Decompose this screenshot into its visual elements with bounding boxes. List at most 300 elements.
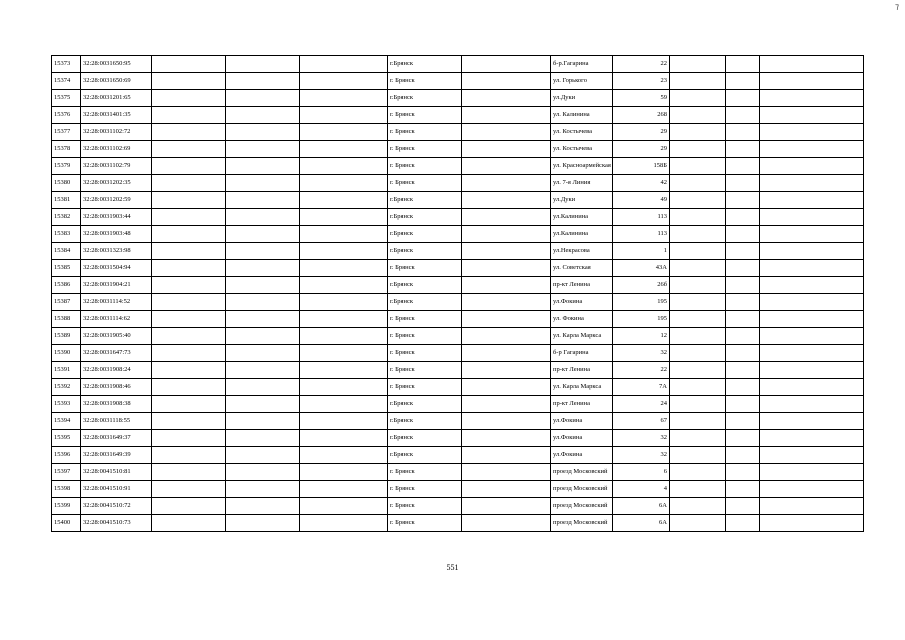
empty-cell <box>760 328 864 345</box>
empty-cell <box>152 498 226 515</box>
empty-cell <box>726 175 760 192</box>
empty-cell <box>462 328 551 345</box>
empty-cell <box>726 158 760 175</box>
empty-cell <box>300 396 388 413</box>
table-row <box>52 498 864 515</box>
city-cell: г.Брянск <box>388 226 462 243</box>
empty-cell <box>726 141 760 158</box>
street-cell: проезд Московский <box>551 498 613 515</box>
empty-cell <box>726 243 760 260</box>
empty-cell <box>226 124 300 141</box>
street-cell: ул. Горького <box>551 73 613 90</box>
house-number-cell: 32 <box>613 345 670 362</box>
empty-cell <box>760 158 864 175</box>
cadastral-number-cell: 32:28:0031114:52 <box>81 294 152 311</box>
empty-cell <box>152 124 226 141</box>
street-cell: пр-кт Ленина <box>551 362 613 379</box>
city-cell: г.Брянск <box>388 396 462 413</box>
empty-cell <box>462 260 551 277</box>
street-cell: пр-кт Ленина <box>551 396 613 413</box>
street-cell: ул. Карла Маркса <box>551 379 613 396</box>
empty-cell <box>670 73 726 90</box>
street-cell: проезд Московский <box>551 464 613 481</box>
empty-cell <box>670 396 726 413</box>
city-cell: г.Брянск <box>388 294 462 311</box>
cadastral-number-cell: 32:28:0031102:79 <box>81 158 152 175</box>
empty-cell <box>152 294 226 311</box>
empty-cell <box>760 107 864 124</box>
empty-cell <box>152 158 226 175</box>
empty-cell <box>300 430 388 447</box>
empty-cell <box>462 311 551 328</box>
empty-cell <box>726 277 760 294</box>
empty-cell <box>226 226 300 243</box>
empty-cell <box>300 345 388 362</box>
row-number-cell: 15382 <box>52 209 81 226</box>
empty-cell <box>152 328 226 345</box>
empty-cell <box>726 430 760 447</box>
street-cell: б-р Гагарина <box>551 345 613 362</box>
empty-cell <box>670 277 726 294</box>
street-cell: ул.Калинина <box>551 226 613 243</box>
city-cell: г.Брянск <box>388 90 462 107</box>
empty-cell <box>300 73 388 90</box>
empty-cell <box>300 192 388 209</box>
empty-cell <box>760 209 864 226</box>
empty-cell <box>226 158 300 175</box>
register-table <box>51 55 864 532</box>
empty-cell <box>462 396 551 413</box>
empty-cell <box>760 124 864 141</box>
row-number-cell: 15397 <box>52 464 81 481</box>
empty-cell <box>760 430 864 447</box>
empty-cell <box>300 294 388 311</box>
empty-cell <box>726 345 760 362</box>
empty-cell <box>300 260 388 277</box>
street-cell: ул. Карла Маркса <box>551 328 613 345</box>
empty-cell <box>670 226 726 243</box>
city-cell: г.Брянск <box>388 192 462 209</box>
empty-cell <box>670 90 726 107</box>
table-row <box>52 175 864 192</box>
empty-cell <box>462 56 551 73</box>
city-cell: г. Брянск <box>388 498 462 515</box>
empty-cell <box>726 481 760 498</box>
cadastral-number-cell: 32:28:0041510:81 <box>81 464 152 481</box>
city-cell: г. Брянск <box>388 362 462 379</box>
empty-cell <box>760 379 864 396</box>
table-row <box>52 90 864 107</box>
empty-cell <box>760 396 864 413</box>
street-cell: ул. Фокина <box>551 311 613 328</box>
empty-cell <box>462 362 551 379</box>
table-row <box>52 396 864 413</box>
table-row <box>52 481 864 498</box>
house-number-cell: 22 <box>613 56 670 73</box>
street-cell: ул.Фокина <box>551 294 613 311</box>
street-cell: ул. 7-я Линия <box>551 175 613 192</box>
empty-cell <box>462 192 551 209</box>
empty-cell <box>226 107 300 124</box>
house-number-cell: 195 <box>613 311 670 328</box>
empty-cell <box>300 362 388 379</box>
empty-cell <box>726 294 760 311</box>
street-cell: ул. Костычева <box>551 124 613 141</box>
empty-cell <box>670 56 726 73</box>
empty-cell <box>226 481 300 498</box>
empty-cell <box>462 73 551 90</box>
row-number-cell: 15386 <box>52 277 81 294</box>
empty-cell <box>152 379 226 396</box>
empty-cell <box>670 209 726 226</box>
empty-cell <box>300 379 388 396</box>
table-row <box>52 379 864 396</box>
empty-cell <box>760 447 864 464</box>
cadastral-number-cell: 32:28:0031202:35 <box>81 175 152 192</box>
empty-cell <box>760 277 864 294</box>
empty-cell <box>462 90 551 107</box>
empty-cell <box>760 481 864 498</box>
row-number-cell: 15396 <box>52 447 81 464</box>
table-row <box>52 413 864 430</box>
table-row <box>52 107 864 124</box>
empty-cell <box>152 277 226 294</box>
empty-cell <box>670 192 726 209</box>
street-cell: б-р.Гагарина <box>551 56 613 73</box>
page-number: 551 <box>446 563 459 572</box>
cadastral-number-cell: 32:28:0031102:69 <box>81 141 152 158</box>
empty-cell <box>670 124 726 141</box>
house-number-cell: 6 <box>613 464 670 481</box>
row-number-cell: 15376 <box>52 107 81 124</box>
empty-cell <box>152 447 226 464</box>
row-number-cell: 15380 <box>52 175 81 192</box>
empty-cell <box>462 243 551 260</box>
empty-cell <box>226 345 300 362</box>
cadastral-number-cell: 32:28:0041510:73 <box>81 515 152 532</box>
empty-cell <box>670 141 726 158</box>
street-cell: проезд Московский <box>551 515 613 532</box>
house-number-cell: 23 <box>613 73 670 90</box>
house-number-cell: 29 <box>613 124 670 141</box>
empty-cell <box>462 498 551 515</box>
house-number-cell: 113 <box>613 209 670 226</box>
empty-cell <box>462 209 551 226</box>
empty-cell <box>670 362 726 379</box>
table-row <box>52 362 864 379</box>
empty-cell <box>462 464 551 481</box>
empty-cell <box>152 430 226 447</box>
empty-cell <box>226 175 300 192</box>
empty-cell <box>226 362 300 379</box>
street-cell: ул.Дуки <box>551 192 613 209</box>
empty-cell <box>152 73 226 90</box>
empty-cell <box>226 311 300 328</box>
table-row <box>52 447 864 464</box>
empty-cell <box>670 260 726 277</box>
street-cell: ул. Костычева <box>551 141 613 158</box>
empty-cell <box>300 413 388 430</box>
table-row <box>52 294 864 311</box>
empty-cell <box>226 464 300 481</box>
city-cell: г. Брянск <box>388 481 462 498</box>
cadastral-number-cell: 32:28:0031647:73 <box>81 345 152 362</box>
house-number-cell: 12 <box>613 328 670 345</box>
empty-cell <box>152 192 226 209</box>
empty-cell <box>726 379 760 396</box>
city-cell: г.Брянск <box>388 430 462 447</box>
empty-cell <box>670 107 726 124</box>
city-cell: г. Брянск <box>388 141 462 158</box>
city-cell: г.Брянск <box>388 447 462 464</box>
street-cell: проезд Московский <box>551 481 613 498</box>
empty-cell <box>670 158 726 175</box>
city-cell: г.Брянск <box>388 277 462 294</box>
city-cell: г.Брянск <box>388 243 462 260</box>
city-cell: г. Брянск <box>388 328 462 345</box>
empty-cell <box>152 311 226 328</box>
empty-cell <box>300 277 388 294</box>
empty-cell <box>726 192 760 209</box>
cadastral-number-cell: 32:28:0031323:98 <box>81 243 152 260</box>
street-cell: ул.Дуки <box>551 90 613 107</box>
table-row <box>52 430 864 447</box>
house-number-cell: 4 <box>613 481 670 498</box>
city-cell: г. Брянск <box>388 464 462 481</box>
row-number-cell: 15387 <box>52 294 81 311</box>
street-cell: ул.Фокина <box>551 447 613 464</box>
empty-cell <box>226 209 300 226</box>
house-number-cell: 32 <box>613 447 670 464</box>
empty-cell <box>726 73 760 90</box>
house-number-cell: 24 <box>613 396 670 413</box>
empty-cell <box>300 141 388 158</box>
empty-cell <box>300 498 388 515</box>
city-cell: г. Брянск <box>388 124 462 141</box>
empty-cell <box>300 56 388 73</box>
row-number-cell: 15383 <box>52 226 81 243</box>
empty-cell <box>226 73 300 90</box>
table-row <box>52 141 864 158</box>
house-number-cell: 59 <box>613 90 670 107</box>
empty-cell <box>760 56 864 73</box>
empty-cell <box>760 73 864 90</box>
empty-cell <box>726 260 760 277</box>
row-number-cell: 15390 <box>52 345 81 362</box>
city-cell: г. Брянск <box>388 107 462 124</box>
row-number-cell: 15392 <box>52 379 81 396</box>
empty-cell <box>300 175 388 192</box>
street-cell: ул.Некрасова <box>551 243 613 260</box>
street-cell: ул. Калинина <box>551 107 613 124</box>
empty-cell <box>226 192 300 209</box>
empty-cell <box>226 447 300 464</box>
street-cell: ул.Калинина <box>551 209 613 226</box>
city-cell: г.Брянск <box>388 209 462 226</box>
row-number-cell: 15395 <box>52 430 81 447</box>
empty-cell <box>226 498 300 515</box>
empty-cell <box>726 464 760 481</box>
city-cell: г. Брянск <box>388 379 462 396</box>
empty-cell <box>670 294 726 311</box>
empty-cell <box>300 328 388 345</box>
empty-cell <box>300 90 388 107</box>
empty-cell <box>462 277 551 294</box>
empty-cell <box>670 498 726 515</box>
cadastral-number-cell: 32:28:0031649:39 <box>81 447 152 464</box>
row-number-cell: 15385 <box>52 260 81 277</box>
city-cell: г. Брянск <box>388 158 462 175</box>
empty-cell <box>462 430 551 447</box>
house-number-cell: 22 <box>613 362 670 379</box>
table-row <box>52 328 864 345</box>
empty-cell <box>760 345 864 362</box>
empty-cell <box>462 175 551 192</box>
house-number-cell: 49 <box>613 192 670 209</box>
empty-cell <box>760 243 864 260</box>
empty-cell <box>300 209 388 226</box>
empty-cell <box>670 311 726 328</box>
row-number-cell: 15375 <box>52 90 81 107</box>
house-number-cell: 29 <box>613 141 670 158</box>
empty-cell <box>152 56 226 73</box>
empty-cell <box>726 226 760 243</box>
street-cell: ул.Фокина <box>551 413 613 430</box>
empty-cell <box>726 447 760 464</box>
row-number-cell: 15374 <box>52 73 81 90</box>
cadastral-number-cell: 32:28:0031650:69 <box>81 73 152 90</box>
empty-cell <box>152 481 226 498</box>
house-number-cell: 67 <box>613 413 670 430</box>
empty-cell <box>152 464 226 481</box>
cadastral-number-cell: 32:28:0031102:72 <box>81 124 152 141</box>
empty-cell <box>760 141 864 158</box>
cadastral-number-cell: 32:28:0031114:62 <box>81 311 152 328</box>
table-row <box>52 464 864 481</box>
row-number-cell: 15398 <box>52 481 81 498</box>
row-number-cell: 15378 <box>52 141 81 158</box>
cadastral-number-cell: 32:28:0031401:35 <box>81 107 152 124</box>
empty-cell <box>670 464 726 481</box>
table-row <box>52 124 864 141</box>
row-number-cell: 15389 <box>52 328 81 345</box>
house-number-cell: 158Б <box>613 158 670 175</box>
house-number-cell: 32 <box>613 430 670 447</box>
empty-cell <box>300 226 388 243</box>
table-row <box>52 192 864 209</box>
row-number-cell: 15373 <box>52 56 81 73</box>
empty-cell <box>726 107 760 124</box>
row-number-cell: 15388 <box>52 311 81 328</box>
empty-cell <box>300 158 388 175</box>
house-number-cell: 6А <box>613 515 670 532</box>
house-number-cell: 1 <box>613 243 670 260</box>
empty-cell <box>226 243 300 260</box>
empty-cell <box>670 481 726 498</box>
cadastral-number-cell: 32:28:0031908:24 <box>81 362 152 379</box>
empty-cell <box>726 90 760 107</box>
table-row <box>52 260 864 277</box>
cadastral-number-cell: 32:28:0031904:21 <box>81 277 152 294</box>
empty-cell <box>300 481 388 498</box>
empty-cell <box>760 226 864 243</box>
empty-cell <box>462 515 551 532</box>
city-cell: г.Брянск <box>388 56 462 73</box>
empty-cell <box>462 294 551 311</box>
empty-cell <box>462 447 551 464</box>
empty-cell <box>760 260 864 277</box>
empty-cell <box>760 311 864 328</box>
empty-cell <box>760 515 864 532</box>
table-row <box>52 311 864 328</box>
empty-cell <box>760 498 864 515</box>
cadastral-number-cell: 32:28:0031908:38 <box>81 396 152 413</box>
empty-cell <box>226 294 300 311</box>
city-cell: г. Брянск <box>388 175 462 192</box>
empty-cell <box>760 175 864 192</box>
empty-cell <box>760 413 864 430</box>
empty-cell <box>462 413 551 430</box>
register-table-body <box>52 56 864 532</box>
table-row <box>52 277 864 294</box>
house-number-cell: 43А <box>613 260 670 277</box>
city-cell: г. Брянск <box>388 515 462 532</box>
empty-cell <box>462 481 551 498</box>
empty-cell <box>760 294 864 311</box>
street-cell: ул. Советская <box>551 260 613 277</box>
cadastral-number-cell: 32:28:0031202:59 <box>81 192 152 209</box>
house-number-cell: 195 <box>613 294 670 311</box>
city-cell: г. Брянск <box>388 311 462 328</box>
empty-cell <box>226 515 300 532</box>
house-number-cell: 7А <box>613 379 670 396</box>
empty-cell <box>726 515 760 532</box>
empty-cell <box>726 209 760 226</box>
city-cell: г. Брянск <box>388 345 462 362</box>
empty-cell <box>152 90 226 107</box>
empty-cell <box>226 141 300 158</box>
empty-cell <box>226 277 300 294</box>
row-number-cell: 15394 <box>52 413 81 430</box>
table-row <box>52 209 864 226</box>
empty-cell <box>462 226 551 243</box>
cadastral-number-cell: 32:28:0031201:65 <box>81 90 152 107</box>
empty-cell <box>152 362 226 379</box>
street-cell: ул. Красноармейская <box>551 158 613 175</box>
cadastral-number-cell: 32:28:0031650:95 <box>81 56 152 73</box>
cadastral-number-cell: 32:28:0041510:72 <box>81 498 152 515</box>
cadastral-number-cell: 32:28:0031908:46 <box>81 379 152 396</box>
empty-cell <box>300 107 388 124</box>
empty-cell <box>726 328 760 345</box>
table-row <box>52 158 864 175</box>
row-number-cell: 15400 <box>52 515 81 532</box>
empty-cell <box>152 345 226 362</box>
empty-cell <box>670 430 726 447</box>
house-number-cell: 26б <box>613 277 670 294</box>
row-number-cell: 15384 <box>52 243 81 260</box>
empty-cell <box>726 311 760 328</box>
table-row <box>52 56 864 73</box>
empty-cell <box>462 379 551 396</box>
city-cell: г. Брянск <box>388 260 462 277</box>
empty-cell <box>152 260 226 277</box>
empty-cell <box>226 90 300 107</box>
empty-cell <box>152 515 226 532</box>
row-number-cell: 15377 <box>52 124 81 141</box>
empty-cell <box>152 141 226 158</box>
cadastral-number-cell: 32:28:0031649:37 <box>81 430 152 447</box>
